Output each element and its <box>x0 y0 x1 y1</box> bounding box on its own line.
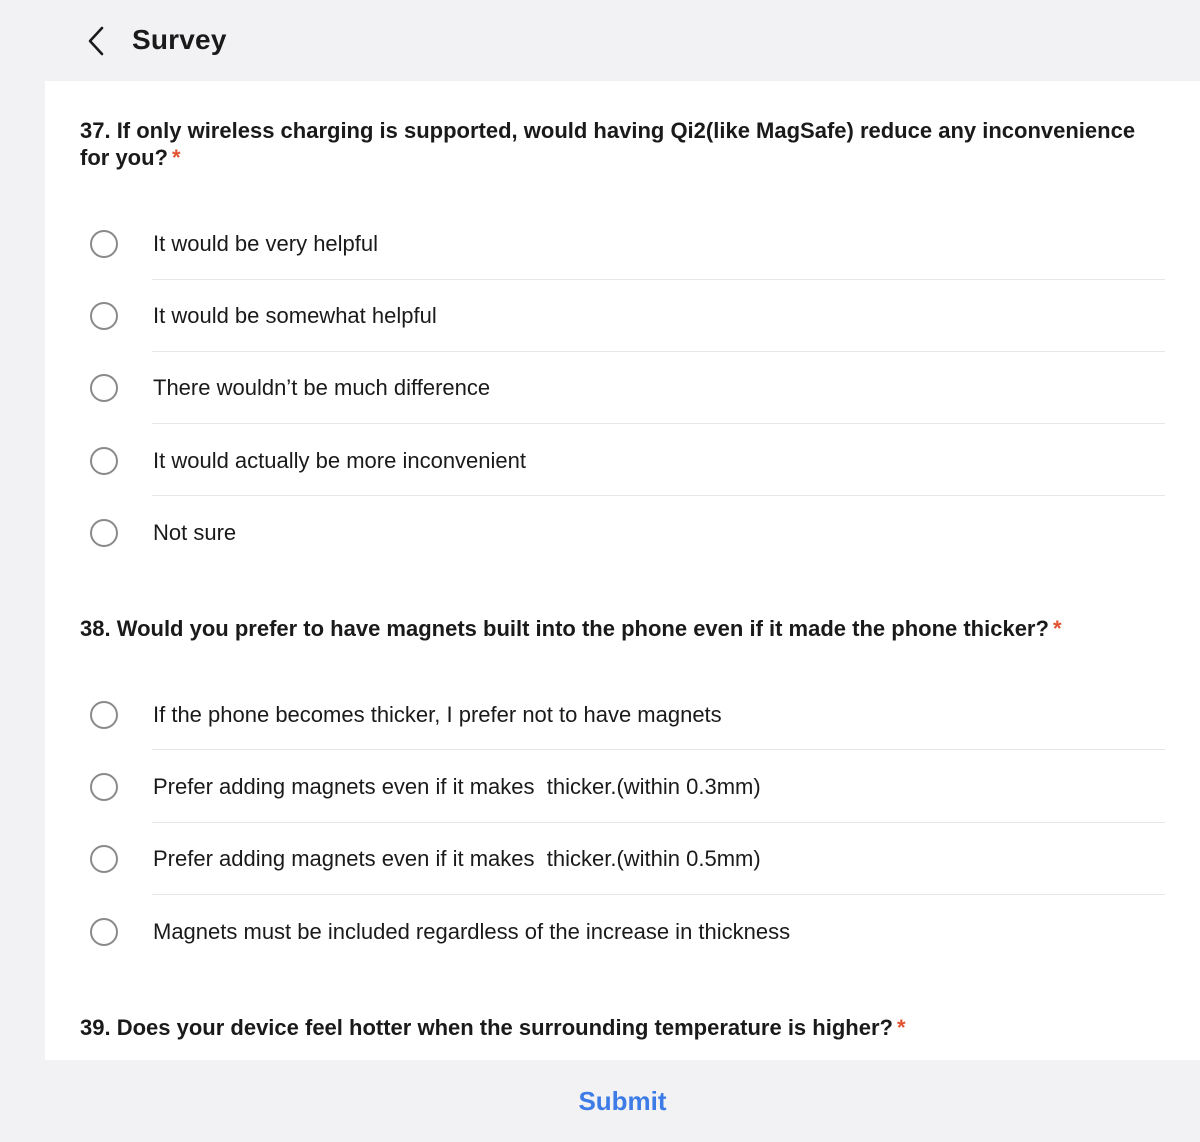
back-button[interactable] <box>80 22 116 60</box>
divider <box>152 495 1165 496</box>
option-label: Magnets must be included regardless of the increase in thickness <box>153 919 791 944</box>
q37-option-3[interactable] <box>45 352 1200 424</box>
q38-option-4[interactable] <box>45 896 1200 968</box>
divider <box>152 749 1165 750</box>
divider <box>152 423 1165 424</box>
radio-button[interactable] <box>90 447 118 475</box>
q38-option-1[interactable] <box>45 679 1200 751</box>
required-mark: * <box>172 145 181 170</box>
radio-button[interactable] <box>90 230 118 258</box>
question-text: 39. Does your device feel hotter when the surrounding temperature is higher? <box>80 1015 893 1040</box>
required-mark: * <box>896 1015 906 1040</box>
option-label: If the phone becomes thicker, I prefer not to have magnets <box>153 702 722 727</box>
submit-button[interactable]: Submit <box>578 1086 667 1116</box>
radio-button[interactable] <box>90 773 118 801</box>
question-text: 38. Would you prefer to have magnets built into the phone even if it made the phone thicker? <box>80 616 1049 641</box>
question-38-title <box>80 615 1170 642</box>
option-label: Prefer adding magnets even if it makes thicker.(within 0.3mm) <box>153 774 761 799</box>
radio-button[interactable] <box>90 918 118 946</box>
chevron-left-icon <box>80 22 116 60</box>
q37-option-5[interactable] <box>45 497 1200 569</box>
q37-option-1[interactable] <box>45 208 1200 280</box>
page-title: Survey <box>132 24 227 55</box>
radio-button[interactable] <box>90 374 118 402</box>
radio-button[interactable] <box>90 302 118 330</box>
survey-card <box>45 81 1200 1060</box>
option-label: There wouldn’t be much difference <box>153 375 491 400</box>
required-mark: * <box>1052 616 1062 641</box>
option-label: It would actually be more inconvenient <box>153 448 526 473</box>
header-bar <box>0 0 1200 81</box>
option-label: It would be somewhat helpful <box>153 303 437 328</box>
q38-option-2[interactable] <box>45 751 1200 823</box>
q37-option-2[interactable] <box>45 280 1200 352</box>
radio-button[interactable] <box>90 519 118 547</box>
question-39-title <box>80 1014 1170 1041</box>
radio-button[interactable] <box>90 845 118 873</box>
question-text: 37. If only wireless charging is supported, would having Qi2(like MagSafe) reduce any inconvenience for you? <box>80 118 1136 170</box>
q37-option-4[interactable] <box>45 425 1200 497</box>
question-37-title <box>80 117 1170 171</box>
radio-button[interactable] <box>90 701 118 729</box>
option-label: It would be very helpful <box>153 231 379 256</box>
divider <box>152 894 1165 895</box>
q38-option-3[interactable] <box>45 823 1200 895</box>
option-label: Prefer adding magnets even if it makes thicker.(within 0.5mm) <box>153 846 761 871</box>
option-label: Not sure <box>153 520 237 545</box>
